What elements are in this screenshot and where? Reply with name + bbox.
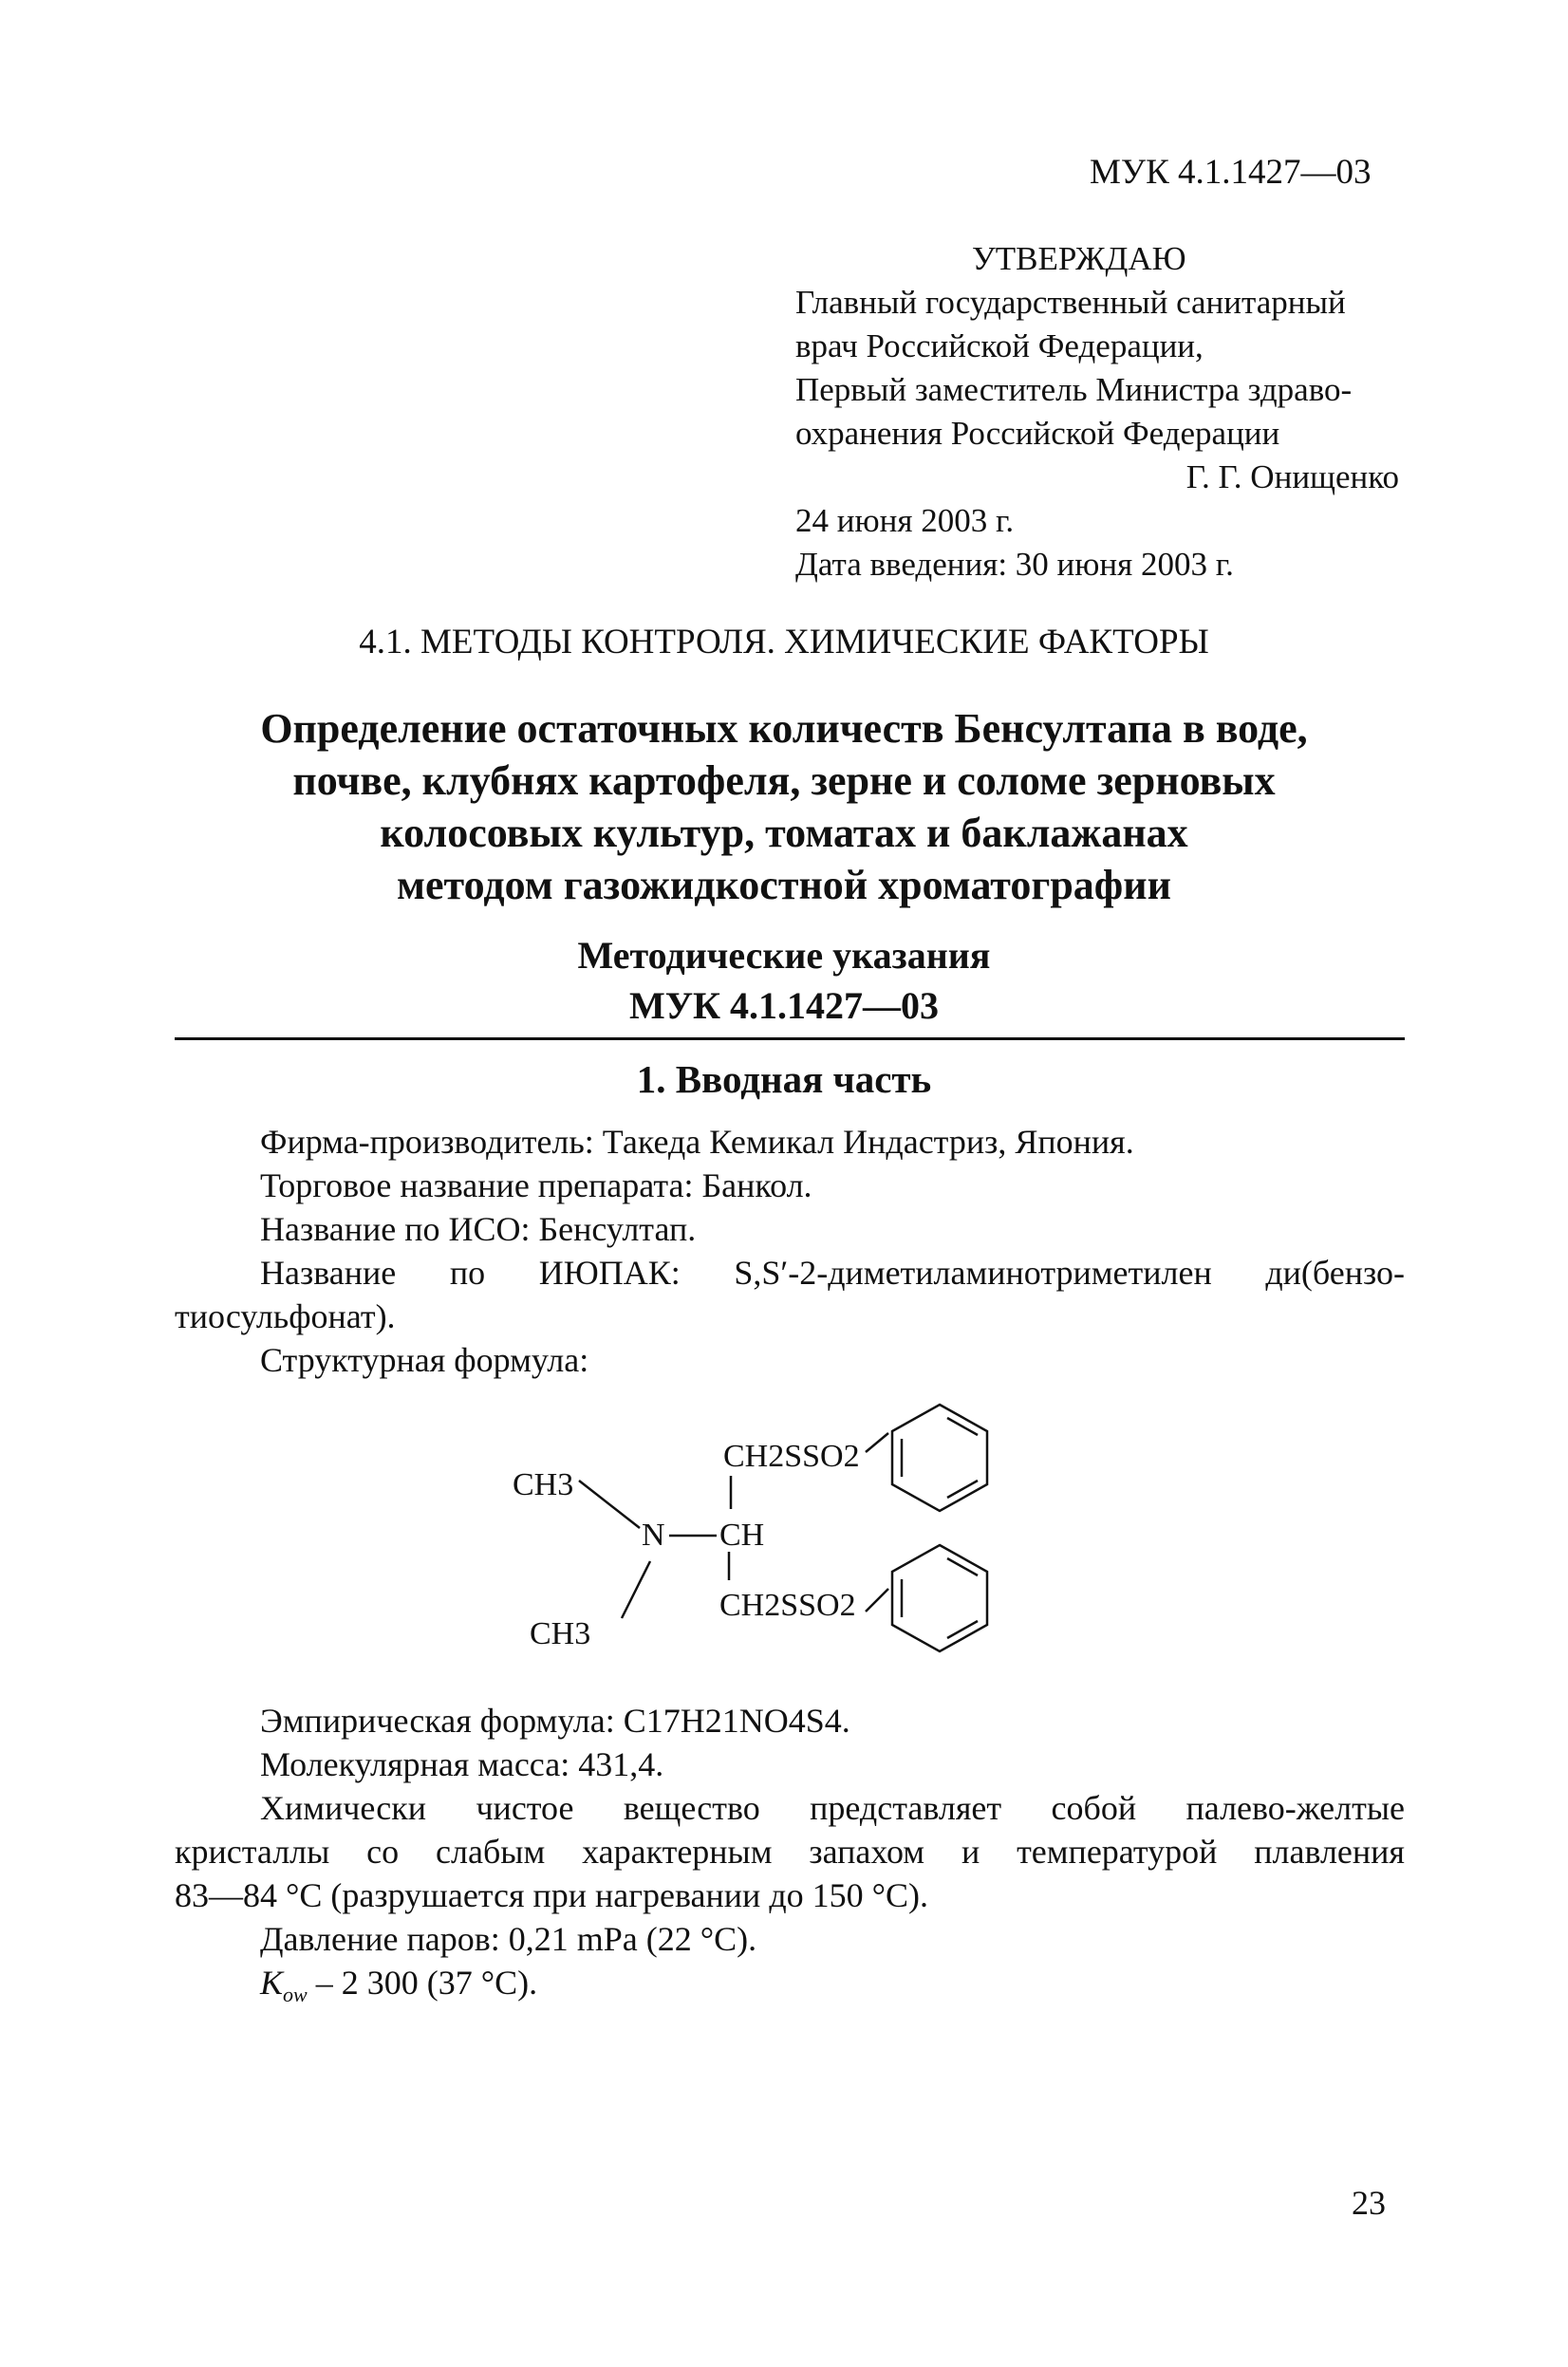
title-line: Определение остаточных количеств Бенсултапа в воде, xyxy=(260,705,1308,752)
approval-date: 24 июня 2003 г. xyxy=(795,502,1015,539)
empirical-formula-text xyxy=(260,1699,850,1743)
kow-subscript: ow xyxy=(283,1983,308,2007)
title-line: колосовых культур, томатах и баклажанах xyxy=(380,810,1188,856)
formula-nitrogen: N xyxy=(642,1518,665,1553)
intro-heading: 1. Вводная часть xyxy=(636,1057,932,1101)
description-line-2: кристаллы со слабым характерным запахом и температурой плавления xyxy=(175,1833,1405,1871)
kow-value: – 2 300 (37 °С). xyxy=(307,1964,538,2002)
title-line: методом газожидкостной хроматографии xyxy=(397,862,1171,908)
formula-ch3-bottom: CH3 xyxy=(530,1616,591,1651)
iupac-name-line-2: тиосульфонат). xyxy=(175,1297,396,1335)
vapor-pressure-text: Давление паров: 0,21 mPa (22 °С). xyxy=(260,1920,757,1958)
iso-name-text: Название по ИСО: Бенсултап. xyxy=(260,1210,697,1248)
manufacturer-text: Фирма-производитель: Такеда Кемикал Индастриз, Япония. xyxy=(260,1123,1134,1161)
description-line-1: Химически чистое вещество представляет собой палево-желтые xyxy=(260,1789,1405,1827)
document-subtitle xyxy=(0,930,1568,1031)
structural-formula-diagram xyxy=(513,1386,1044,1670)
horizontal-rule xyxy=(175,1037,1405,1040)
section-heading: 4.1. МЕТОДЫ КОНТРОЛЯ. ХИМИЧЕСКИЕ ФАКТОРЫ xyxy=(359,623,1209,662)
page-number: 23 xyxy=(1352,2184,1386,2222)
document-title xyxy=(142,702,1426,911)
structural-formula-label: Структурная формула: xyxy=(260,1341,589,1379)
approval-line: Первый заместитель Министра здраво- xyxy=(795,371,1353,408)
subtitle-code: МУК 4.1.1427—03 xyxy=(628,984,940,1027)
approval-block xyxy=(795,237,1403,587)
benzene-ring-top xyxy=(866,1405,987,1511)
approval-heading: УТВЕРЖДАЮ xyxy=(972,240,1186,277)
molar-mass-text: Молекулярная масса: 431,4. xyxy=(260,1745,664,1783)
iupac-name-line-1: Название по ИЮПАК: S,S′-2-диметиламинотриметилен ди(бензо- xyxy=(260,1254,1405,1292)
document-code: МУК 4.1.1427—03 xyxy=(1090,153,1372,192)
title-line: почве, клубнях картофеля, зерне и соломе зерновых xyxy=(292,757,1276,804)
description-line-3: 83—84 °С (разрушается при нагревании до 150 °С). xyxy=(175,1876,929,1914)
empirical-formula-label: Эмпирическая формула: xyxy=(260,1702,624,1740)
approval-line: охранения Российской Федерации xyxy=(795,415,1280,452)
empirical-formula-value: C17H21NO4S4. xyxy=(623,1702,850,1740)
formula-ch2sso2-top: CH2SSO2 xyxy=(723,1439,860,1474)
kow-text xyxy=(260,1961,537,2017)
approval-line: Главный государственный санитарный xyxy=(795,284,1346,321)
trade-name-text: Торговое название препарата: Банкол. xyxy=(260,1166,812,1204)
formula-ch2sso2-bottom: CH2SSO2 xyxy=(719,1588,856,1623)
benzene-ring-bottom xyxy=(866,1545,987,1651)
kow-symbol: K xyxy=(260,1964,284,2002)
approval-line: врач Российской Федерации, xyxy=(795,327,1204,364)
subtitle-type: Методические указания xyxy=(577,934,991,977)
formula-ch: CH xyxy=(719,1518,765,1553)
formula-ch3-top: CH3 xyxy=(513,1467,574,1502)
introduction-date: Дата введения: 30 июня 2003 г. xyxy=(795,546,1234,583)
approval-signatory: Г. Г. Онищенко xyxy=(1185,458,1399,495)
